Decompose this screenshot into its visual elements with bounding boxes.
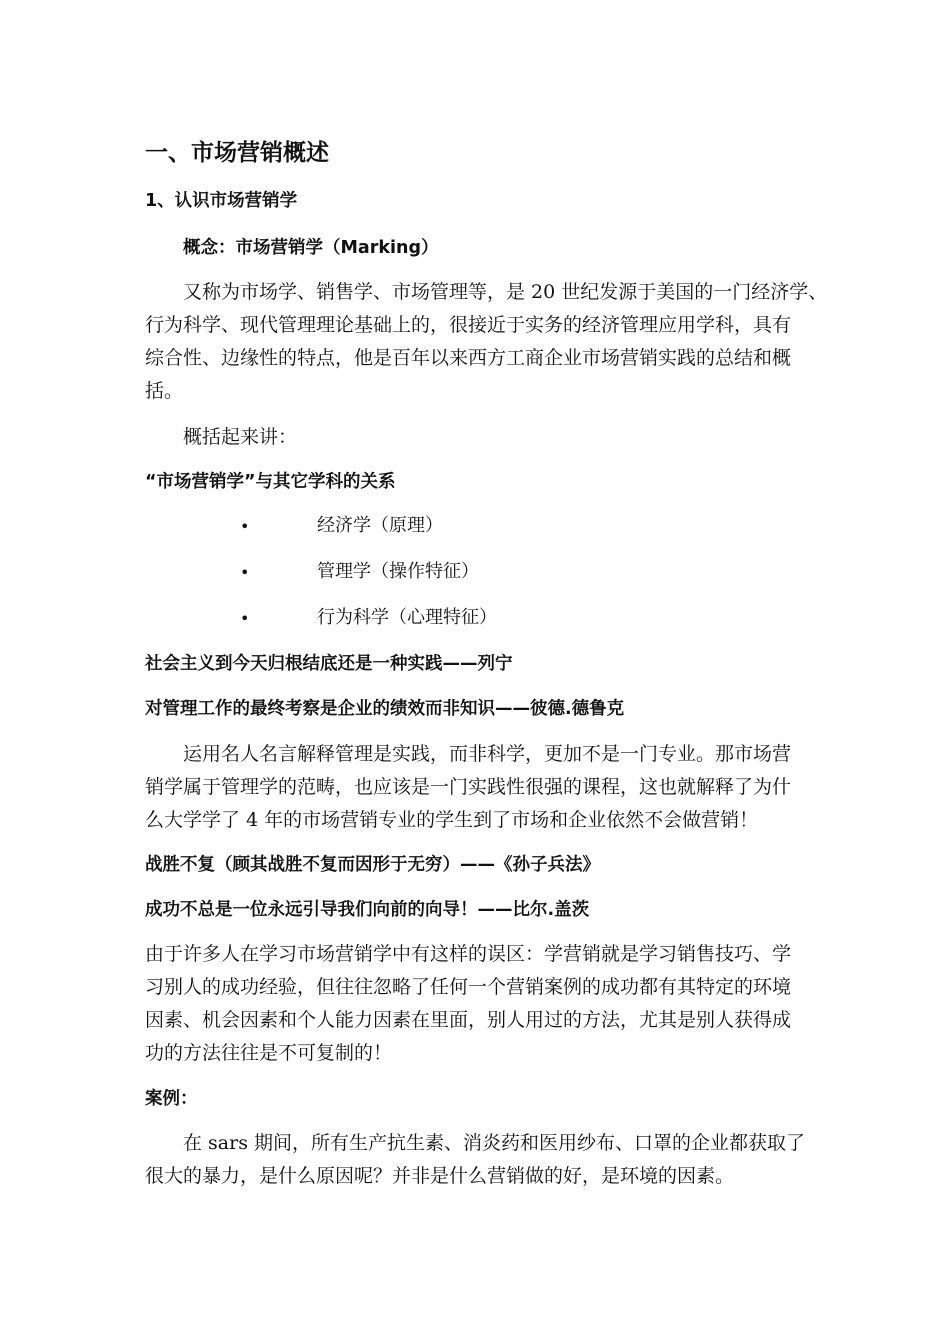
paragraph-line: 由于许多人在学习市场营销学中有这样的误区：学营销就是学习销售技巧、学 [145,943,792,965]
subsection-title: 1、认识市场营销学 [145,191,298,211]
paragraph-line: 综合性、边缘性的特点，他是百年以来西方工商企业市场营销实践的总结和概 [145,347,792,369]
quote-lenin: 社会主义到今天归根结底还是一种实践——列宁 [145,654,513,674]
paragraph-line: 因素、机会因素和个人能力因素在里面，别人用过的方法，尤其是别人获得成 [145,1009,792,1031]
relation-heading: “市场营销学”与其它学科的关系 [145,472,396,492]
paragraph-line: 又称为市场学、销售学、市场管理等，是 20 世纪发源于美国的一门经济学、 [183,281,828,303]
quote-sunzi: 战胜不复（顾其战胜不复而因形于无穷）——《孙子兵法》 [145,855,600,875]
paragraph-line: 么大学学了 4 年的市场营销专业的学生到了市场和企业依然不会做营销！ [145,809,759,831]
paragraph-line: 功的方法往往是不可复制的！ [145,1042,393,1064]
quote-drucker: 对管理工作的最终考察是企业的绩效而非知识——彼德.德鲁克 [145,699,625,719]
quote-gates: 成功不总是一位永远引导我们向前的向导！——比尔.盖茨 [145,900,590,920]
concept-label: 概念：市场营销学（Marking） [183,238,439,258]
paragraph-line: 行为科学、现代管理理论基础上的，很接近于实务的经济管理应用学科，具有 [145,314,792,336]
paragraph-line: 销学属于管理学的范畴，也应该是一门实践性很强的课程，这也就解释了为什 [145,776,792,798]
section-title: 一、市场营销概述 [145,140,329,166]
summary-label: 概括起来讲： [183,426,298,448]
paragraph-line: 很大的暴力，是什么原因呢？并非是什么营销做的好，是环境的因素。 [145,1165,735,1187]
bullet-item: 管理学（操作特征） [317,561,479,582]
bullet-item: 行为科学（心理特征） [317,607,497,628]
bullet-item: 经济学（原理） [317,515,443,536]
paragraph-line: 在 sars 期间，所有生产抗生素、消炎药和医用纱布、口罩的企业都获取了 [183,1132,805,1154]
case-label: 案例： [145,1089,198,1109]
bullet-marker: • [240,517,250,536]
paragraph-line: 括。 [145,380,184,402]
bullet-marker: • [240,609,250,628]
paragraph-line: 运用名人名言解释管理是实践，而非科学，更加不是一门专业。那市场营 [183,743,792,765]
paragraph-line: 习别人的成功经验，但往往忽略了任何一个营销案例的成功都有其特定的环境 [145,976,792,998]
bullet-marker: • [240,563,250,582]
